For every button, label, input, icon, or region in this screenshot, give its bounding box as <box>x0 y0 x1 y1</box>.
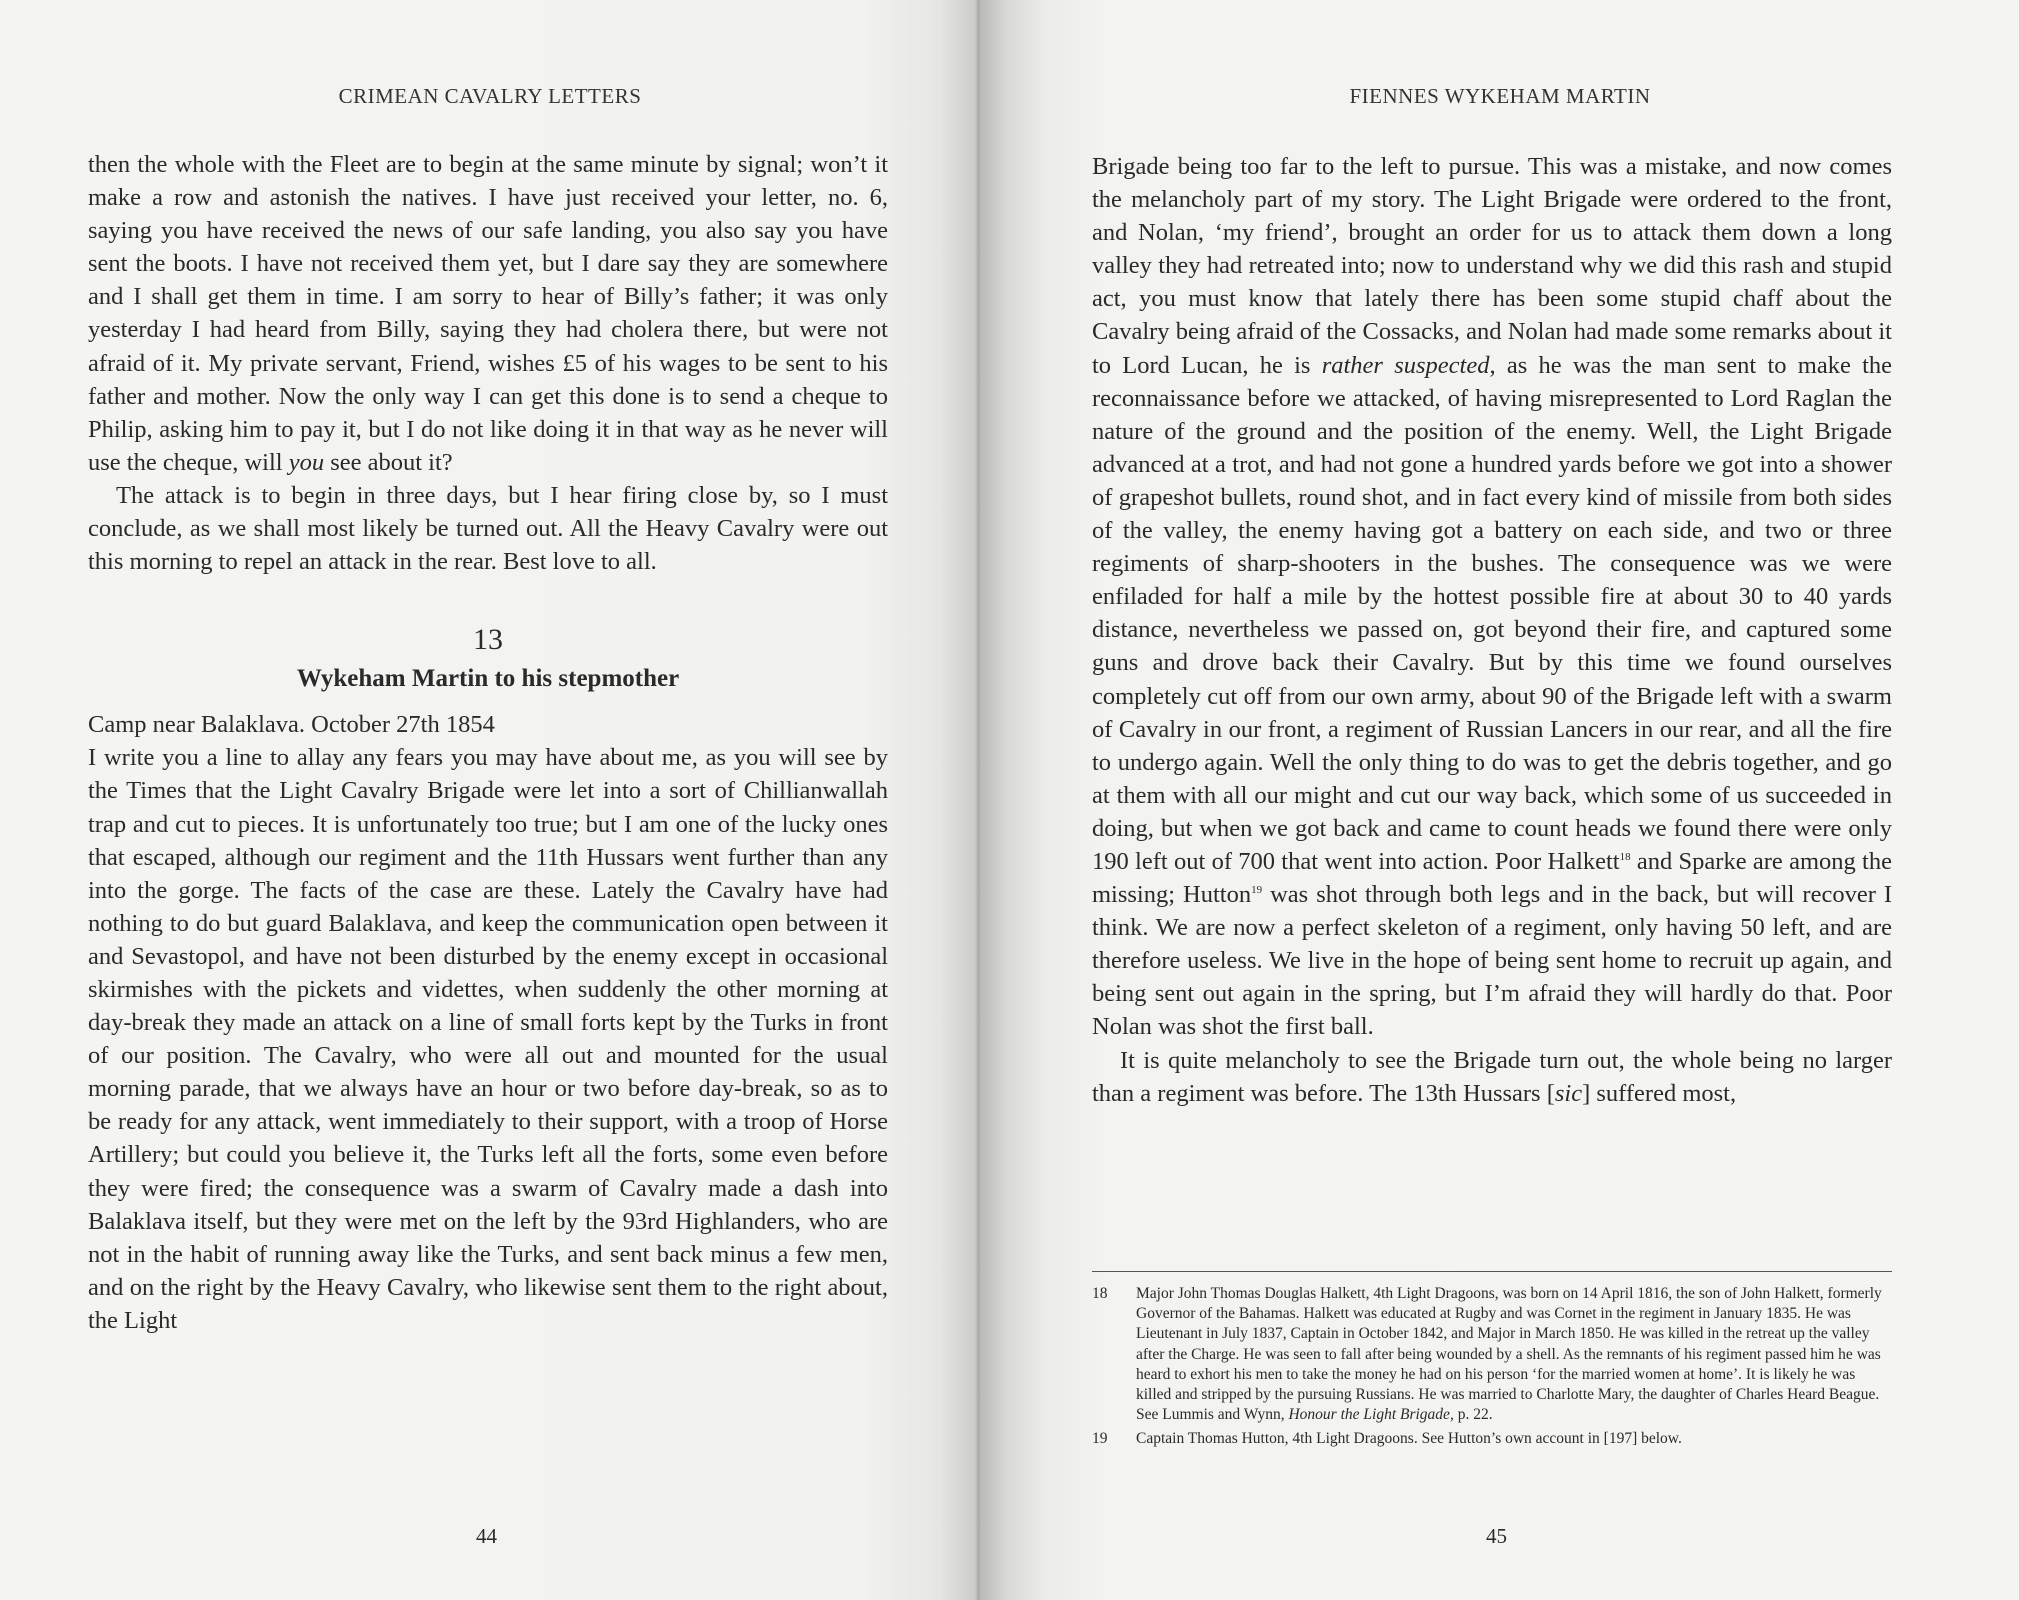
text-span: see about it? <box>324 448 453 476</box>
paragraph: I write you a line to allay any fears you may have about me, as you will see by the Times that the Light Cavalry Brigade were let into a sort of Chillianwallah trap and cut to pieces. It is unfortunately too true; but I am one of the lucky ones that escaped, although our regiment and the 11th Hussars went further than any into the gorge. The facts of the case are these. Lately the Cavalry have had nothing to do but guard Balaklava, and keep the communication open between it and Sevastopol, and have not been disturbed by the enemy except in occasional skirmishes with the pickets and videttes, when suddenly the other morning at day-break they made an attack on a line of small forts kept by the Turks in front of our position. The Cavalry, who were all out and mounted for the usual morning parade, that we always have an hour or two before day-break, so as to be ready for any attack, went immediately to their support, with a troop of Horse Artillery; but could you believe it, the Turks left all the forts, some even before they were fired; the consequence was a swarm of Cavalry made a dash into Balaklava itself, but they were met on the left by the 93rd Highlanders, who are not in the habit of running away like the Turks, and sent back minus a few men, and on the right by the Heavy Cavalry, who likewise sent them to the right about, the Light <box>88 744 888 1334</box>
letter-title: Wykeham Martin to his stepmother <box>296 665 680 693</box>
italic-text: rather suspected <box>1321 351 1490 379</box>
paragraph <box>1092 1044 1892 1110</box>
left-page <box>0 0 978 1600</box>
page-number-right: 45 <box>1486 1524 1507 1548</box>
italic-text: sic <box>1554 1079 1583 1107</box>
italic-text: Honour the Light Brigade <box>1288 1406 1450 1424</box>
right-page <box>980 0 2019 1600</box>
text-span: then the whole with the Fleet are to begin at the same minute by signal; won’t it make a row and astonish the natives. I have just received your letter, no. 6, saying you have received the news of our safe landing, you also say you have sent the boots. I have not received them yet, but I dare say they are somewhere and I shall get them in time. I am sorry to hear of Billy’s father; it was only yesterday I had heard from Billy, saying they had cholera there, but were not afraid of it. My private servant, Friend, wishes £5 of his wages to be sent to his father and mother. Now the only way I can get this done is to send a cheque to Philip, asking him to pay it, but I do not like doing it in that way as he never will use the cheque, will <box>88 151 888 476</box>
running-head-left: CRIMEAN CAVALRY LETTERS <box>338 84 642 108</box>
footnote-text <box>1136 1284 1892 1425</box>
page-number-left: 44 <box>476 1524 497 1548</box>
text-span: Major John Thomas Douglas Halkett, 4th Light Dragoons, was born on 14 April 1816, the son of John Halkett, formerly Governor of the Bahamas. Halkett was educated at Rugby and was Cornet in the regiment in January 1835. He was Lieutenant in July 1837, Captain in October 1842, and Major in March 1850. He was killed in the retreat up the valley after the Charge. He was seen to fall after being wounded by a shell. As the remnants of his regiment passed him he was heard to exhort his men to take the money he had on his person ‘for the married women at home’. It is likely he was killed and stripped by the pursuing Russians. He was married to Charlotte Mary, the daughter of Charles Heard Beague. See Lummis and Wynn, <box>1136 1285 1882 1424</box>
footnote-number: 19 <box>1092 1430 1108 1448</box>
text-span: and Sparke are among the missing; Hutton <box>1092 847 1892 909</box>
right-body-text <box>1092 150 1892 1110</box>
footnote-text: Captain Thomas Hutton, 4th Light Dragoons. See Hutton’s own account in [197] below. <box>1136 1430 1682 1448</box>
letter-number: 13 <box>473 623 503 657</box>
footnote-18 <box>1092 1284 1892 1425</box>
footnote-number: 18 <box>1092 1285 1108 1302</box>
running-head-right: FIENNES WYKEHAM MARTIN <box>1349 84 1651 108</box>
text-span: , as he was the man sent to make the reconnaissance before we attacked, of having misrepresented to Lord Raglan the nature of the ground and the position of the enemy. Well, the Light Brigade advanced at a trot, and had not gone a hundred yards before we got into a shower of grapeshot bullets, round shot, and in fact every kind of missile from both sides of the valley, the enemy having got a battery on each side, and two or three regiments of sharp-shooters in the bushes. The consequence was we were enfiladed for half a mile by the hottest possible fire at about 30 to 40 yards distance, nevertheless we passed on, got beyond their fire, and captured some guns and drove back their Cavalry. But by this time we found ourselves completely cut off from our own army, about 90 of the Brigade left with a swarm of Cavalry in our front, a regiment of Russian Lancers in our rear, and all the fire to undergo again. Well the only thing to do was to get the debris together, and go at them with all our might and cut our way back, which some of us succeeded in doing, but when we got back and came to count heads we found there were only 190 left out of 700 that went into action. Poor Halkett <box>1092 351 1892 875</box>
footnote-19 <box>1092 1429 1892 1449</box>
italic-text: you <box>288 448 325 476</box>
dateline: Camp near Balaklava. October 27th 1854 <box>88 711 495 739</box>
text-span: ] suffered most, <box>1582 1079 1737 1107</box>
footnote-ref-19: 19 <box>1251 883 1263 896</box>
text-span: was shot through both legs and in the back, but will recover I think. We are now a perfect skeleton of a regiment, only having 50 left, and are therefore useless. We live in the hope of being sent home to recruit up again, and being sent out again in the spring, but I’m afraid they will hardly do that. Poor Nolan was shot the first ball. <box>1092 881 1893 1041</box>
paragraph: The attack is to begin in three days, but I hear firing close by, so I must conclude, as we shall most likely be turned out. All the Heavy Cavalry were out this morning to repel an attack in the rear. Best love to all. <box>88 481 888 576</box>
paragraph <box>1092 150 1892 1044</box>
footnote-rule <box>1092 1271 1892 1272</box>
left-body-text <box>88 148 888 1337</box>
text-span: , p. 22. <box>1449 1406 1493 1424</box>
paragraph <box>88 148 888 479</box>
text-span: It is quite melancholy to see the Brigade turn out, the whole being no larger than a regiment was before. The 13th Hussars [ <box>1092 1046 1892 1107</box>
text-span: Brigade being too far to the left to pursue. This was a mistake, and now comes the melancholy part of my story. The Light Brigade were ordered to the front, and Nolan, ‘my friend’, brought an order for us to attack them down a long valley they had retreated into; now to understand why we did this rash and stupid act, you must know that lately there has been some stupid chaff about the Cavalry being afraid of the Cossacks, and Nolan had made some remarks about it to Lord Lucan, he is <box>1092 153 1892 379</box>
footnotes <box>1092 1284 1892 1454</box>
footnote-ref-18: 18 <box>1619 850 1631 863</box>
